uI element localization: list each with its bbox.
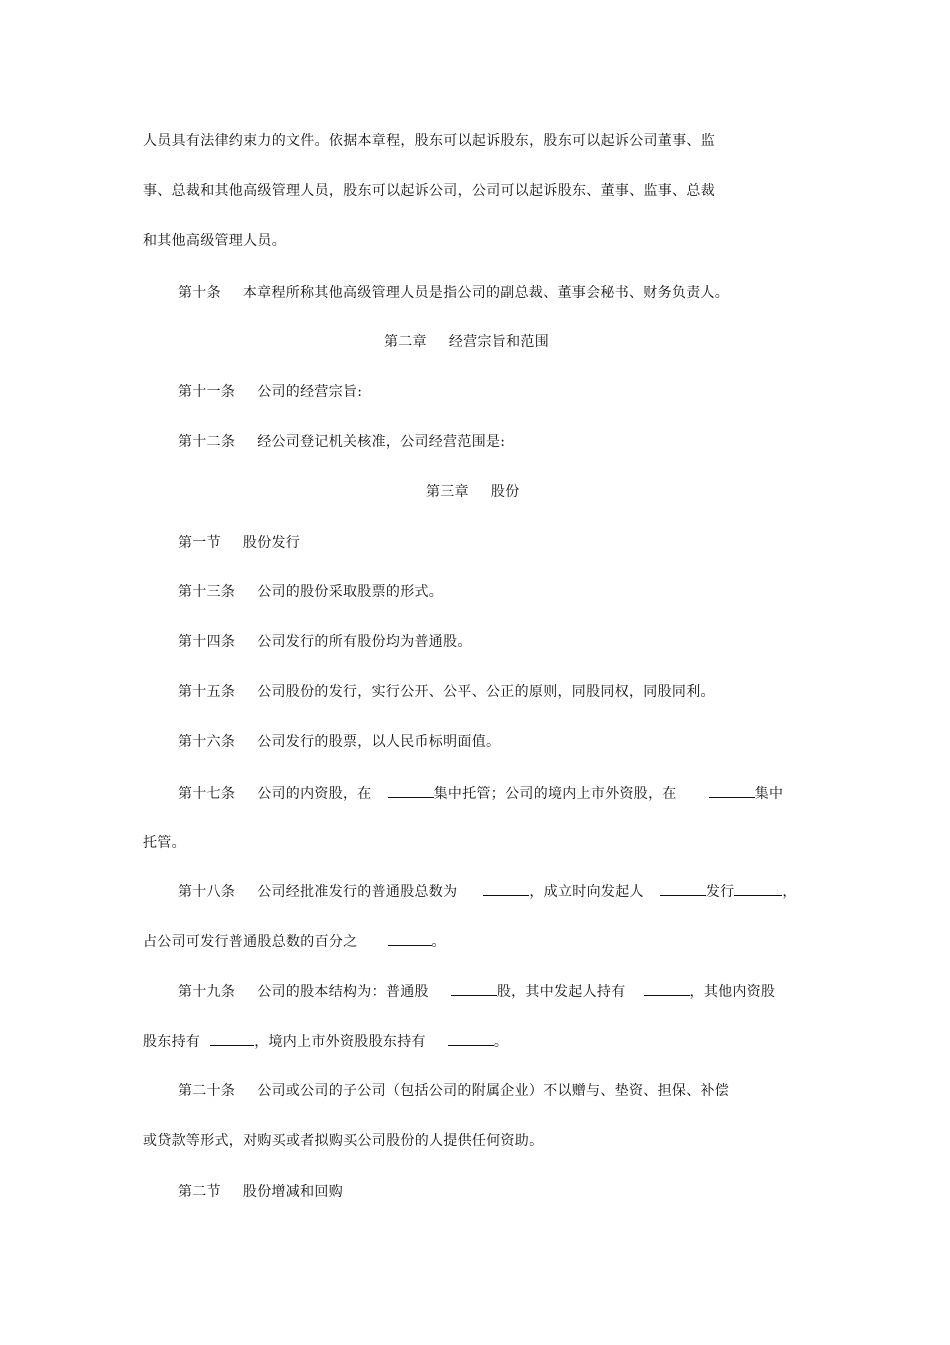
blank-field (451, 981, 497, 996)
blank-field (734, 881, 782, 896)
article-14 (178, 632, 472, 652)
blank-field (660, 881, 706, 896)
article-9-line-3: 和其他高级管理人员。 (143, 233, 286, 249)
section-title: 股份增减和回购 (242, 1184, 344, 1200)
article-number: 第十二条 (178, 434, 236, 450)
article-text: 股东持有 (143, 1034, 201, 1050)
article-text: ，其他内资股 (689, 984, 776, 1000)
blank-field (388, 783, 434, 798)
article-20-continued: 或贷款等形式，对购买或者拟购买公司股份的人提供任何资助。 (143, 1133, 544, 1149)
article-20 (178, 1081, 729, 1101)
section-2-heading (178, 1182, 343, 1202)
article-text: 公司的股本结构为：普通股 (257, 984, 429, 1000)
article-17 (178, 783, 783, 804)
article-text: 本章程所称其他高级管理人员是指公司的副总裁、董事会秘书、财务负责人。 (242, 285, 730, 301)
article-number: 第十五条 (178, 684, 236, 700)
article-number: 第十九条 (178, 984, 236, 1000)
article-number: 第十六条 (178, 734, 236, 750)
article-text: ， (782, 884, 797, 900)
article-text: 集中 (754, 786, 784, 802)
article-text: ，成立时向发起人 (529, 884, 644, 900)
article-text: 公司股份的发行，实行公开、公平、公正的原则，同股同权，同股同利。 (257, 684, 715, 700)
chapter-number: 第二章 (384, 334, 427, 350)
blank-field (448, 1031, 494, 1046)
section-title: 股份发行 (242, 535, 301, 551)
chapter-2-heading (384, 332, 549, 352)
blank-field (388, 931, 432, 946)
article-16 (178, 732, 500, 752)
article-10 (178, 283, 729, 303)
article-text: 。 (493, 1034, 509, 1050)
article-number: 第十四条 (178, 634, 236, 650)
article-number: 第十条 (178, 285, 221, 301)
article-text: 占公司可发行普通股总数的百分之 (143, 934, 358, 950)
blank-field (709, 783, 755, 798)
section-number: 第二节 (178, 1184, 221, 1200)
article-text: 公司发行的股票，以人民币标明面值。 (257, 734, 501, 750)
chapter-title: 股份 (490, 484, 520, 500)
section-1-heading (178, 533, 300, 553)
article-text: 。 (431, 934, 446, 950)
article-17-continued: 托管。 (143, 835, 186, 851)
blank-field (210, 1031, 254, 1046)
article-text: 公司的经营宗旨: (257, 384, 363, 400)
article-text: 集中托管；公司的境内上市外资股，在 (433, 786, 677, 802)
article-text: 公司发行的所有股份均为普通股。 (257, 634, 472, 650)
article-text: 公司的股份采取股票的形式。 (257, 584, 444, 600)
article-text: 公司或公司的子公司（包括公司的附属企业）不以赠与、垫资、担保、补偿 (257, 1083, 730, 1099)
chapter-number: 第三章 (426, 484, 469, 500)
article-9-line-1: 人员具有法律约束力的文件。依据本章程，股东可以起诉股东，股东可以起诉公司董事、监 (143, 133, 715, 149)
blank-field (644, 981, 690, 996)
article-19 (178, 981, 775, 1002)
article-text: 公司的内资股，在 (257, 786, 372, 802)
chapter-title: 经营宗旨和范围 (448, 334, 550, 350)
article-text: 股，其中发起人持有 (496, 984, 626, 1000)
article-number: 第十七条 (178, 786, 236, 802)
blank-field (483, 881, 529, 896)
article-18-continued (143, 931, 446, 952)
article-text: 经公司登记机关核准，公司经营范围是: (257, 434, 506, 450)
article-number: 第二十条 (178, 1083, 236, 1099)
article-text: 发行 (705, 884, 735, 900)
article-19-continued (143, 1031, 508, 1052)
article-15 (178, 682, 715, 702)
article-11 (178, 382, 362, 402)
article-13 (178, 582, 443, 602)
article-number: 第十八条 (178, 884, 236, 900)
chapter-3-heading (426, 482, 520, 502)
article-number: 第十一条 (178, 384, 236, 400)
article-text: ，境内上市外资股股东持有 (254, 1034, 426, 1050)
article-text: 公司经批准发行的普通股总数为 (257, 884, 458, 900)
article-number: 第十三条 (178, 584, 236, 600)
section-number: 第一节 (178, 535, 221, 551)
article-9-line-2: 事、总裁和其他高级管理人员，股东可以起诉公司，公司可以起诉股东、董事、监事、总裁 (143, 183, 715, 199)
article-18 (178, 881, 797, 902)
article-12 (178, 432, 505, 452)
